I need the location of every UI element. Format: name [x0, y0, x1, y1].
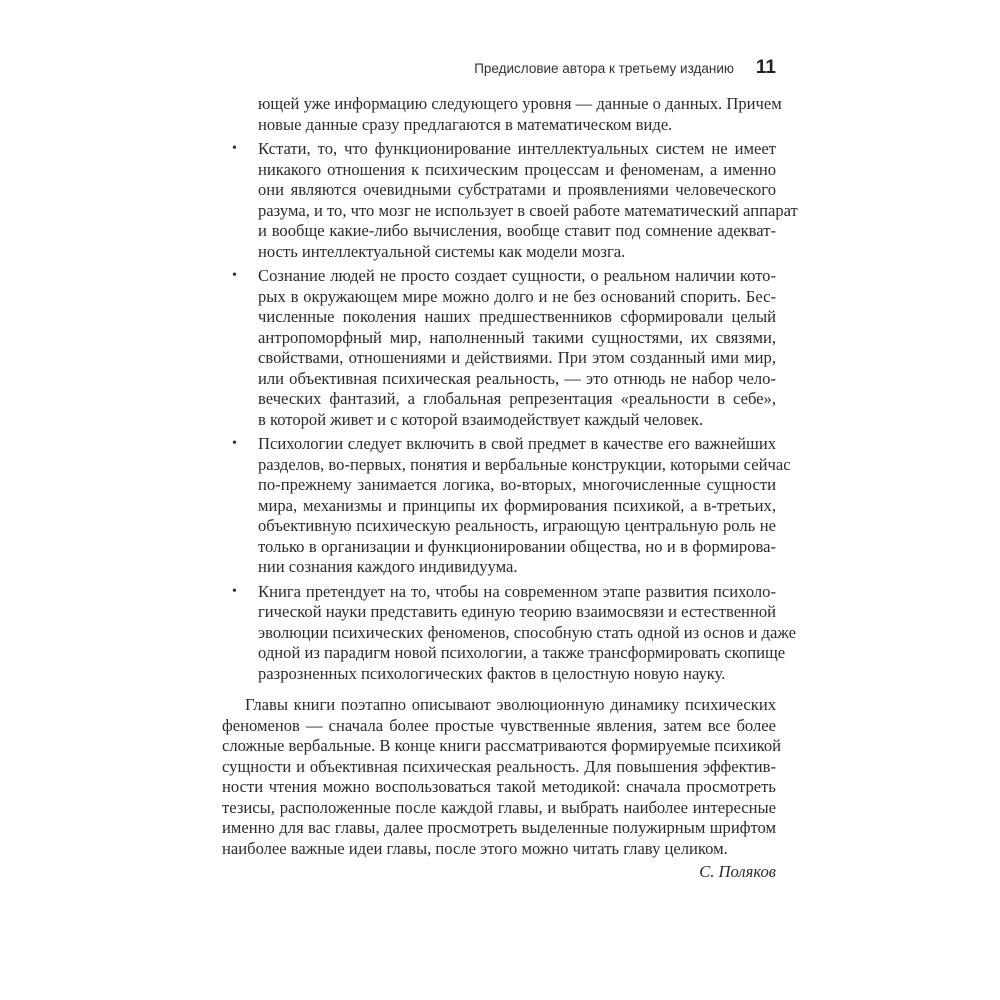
bullet-item [232, 139, 798, 262]
text-line: Книга претендует на то, чтобы на современном этапе развития психоло- [258, 581, 776, 601]
text-line: тезисы, расположенные после каждой главы, и выбрать наиболее интересные [222, 797, 776, 817]
text-line: разрозненных психологических фактов в целостную новую науку. [258, 663, 726, 683]
text-line: разума, и то, что мозг не использует в своей работе математический аппарат [258, 200, 798, 220]
text-line: гической науки представить единую теорию взаимосвязи и естественной [258, 602, 776, 621]
text-line: одной из парадигм новой психологии, а также трансформировать скопище [258, 643, 786, 662]
text-line: рых в окружающем мире можно долго и не без оснований спорить. Бес- [258, 286, 776, 306]
text-line: по-прежнему занимается логика, во-вторых, многочисленные сущности [258, 475, 776, 494]
bullet-icon: • [232, 141, 237, 156]
text-line: объективную психическую реальность, играющую центральную роль не [258, 516, 776, 535]
text-line: Психологии следует включить в свой предмет в качестве его важнейших [258, 434, 776, 453]
text-line: численные поколения наших предшественников сформировали целый [258, 307, 776, 326]
text-line: ность интеллектуальной системы как модели мозга. [258, 241, 626, 261]
text-line: и вообще какие-либо вычисления, вообще ставит под сомнение адекват- [258, 221, 776, 240]
text-line: ющей уже информацию следующего уровня — данные о данных. Причем [258, 94, 782, 113]
bullet-list [222, 139, 798, 684]
text-line: Кстати, то, что функционирование интеллектуальных систем не имеет [258, 139, 776, 158]
page-body [222, 94, 798, 883]
text-line: ности чтения можно воспользоваться такой методикой: сначала просмотреть [222, 777, 776, 796]
text-line: наиболее важные идеи главы, после этого можно читать главу целиком. [222, 838, 728, 858]
text-line: в которой живет и с которой взаимодействует каждый человек. [258, 409, 704, 429]
author-signature: С. Поляков [699, 862, 776, 881]
page-number: 11 [755, 57, 776, 78]
page-header [222, 57, 776, 79]
text-line: нии сознания каждого индивидуума. [258, 557, 518, 576]
text-line: сущности и объективная психическая реальность. Для повышения эффектив- [222, 756, 776, 776]
text-line: никакого отношения к психическим процессам и феноменам, а именно [258, 159, 776, 179]
text-line: Главы книги поэтапно описывают эволюционную динамику психических [245, 695, 776, 714]
text-line: разделов, во-первых, понятия и вербальные конструкции, которыми сейчас [258, 454, 791, 474]
closing-paragraph [222, 695, 782, 859]
text-line: веческих фантазий, а глобальная репрезентация «реальности в себе», [258, 389, 776, 408]
text-line: Сознание людей не просто создает сущности, о реальном наличии кото- [258, 266, 776, 285]
text-line: или объективная психическая реальность, — это отнюдь не набор чело- [258, 368, 776, 388]
text-line: только в организации и функционировании общества, но и в формирова- [258, 536, 776, 556]
bullet-icon: • [232, 583, 237, 599]
text-line: новые данные сразу предлагаются в математическом виде. [258, 114, 673, 134]
bullet-icon: • [232, 436, 237, 451]
bullet-item [232, 266, 776, 430]
text-line: антропоморфный мир, наполненный такими сущностями, их связями, [258, 327, 776, 347]
text-line: феноменов — сначала более простые чувственные явления, затем все более [222, 715, 776, 735]
continuation-text [258, 94, 782, 135]
text-line: именно для вас главы, далее просмотреть выделенные полужирным шрифтом [222, 818, 776, 837]
bullet-item [232, 434, 791, 578]
text-line: мира, механизмы и принципы их формирования психикой, а в-третьих, [258, 495, 776, 515]
bullet-item [232, 581, 796, 685]
text-line: свойствами, отношениями и действиями. При этом созданный ими мир, [258, 348, 776, 367]
text-line: сложные вербальные. В конце книги рассматриваются формируемые психикой [222, 736, 782, 755]
text-line: они являются очевидными субстратами и проявлениями человеческого [258, 180, 776, 199]
text-line: эволюции психических феноменов, способную стать одной из основ и даже [258, 622, 796, 642]
running-title: Предисловие автора к третьему изданию [474, 61, 734, 76]
bullet-icon: • [232, 268, 237, 283]
